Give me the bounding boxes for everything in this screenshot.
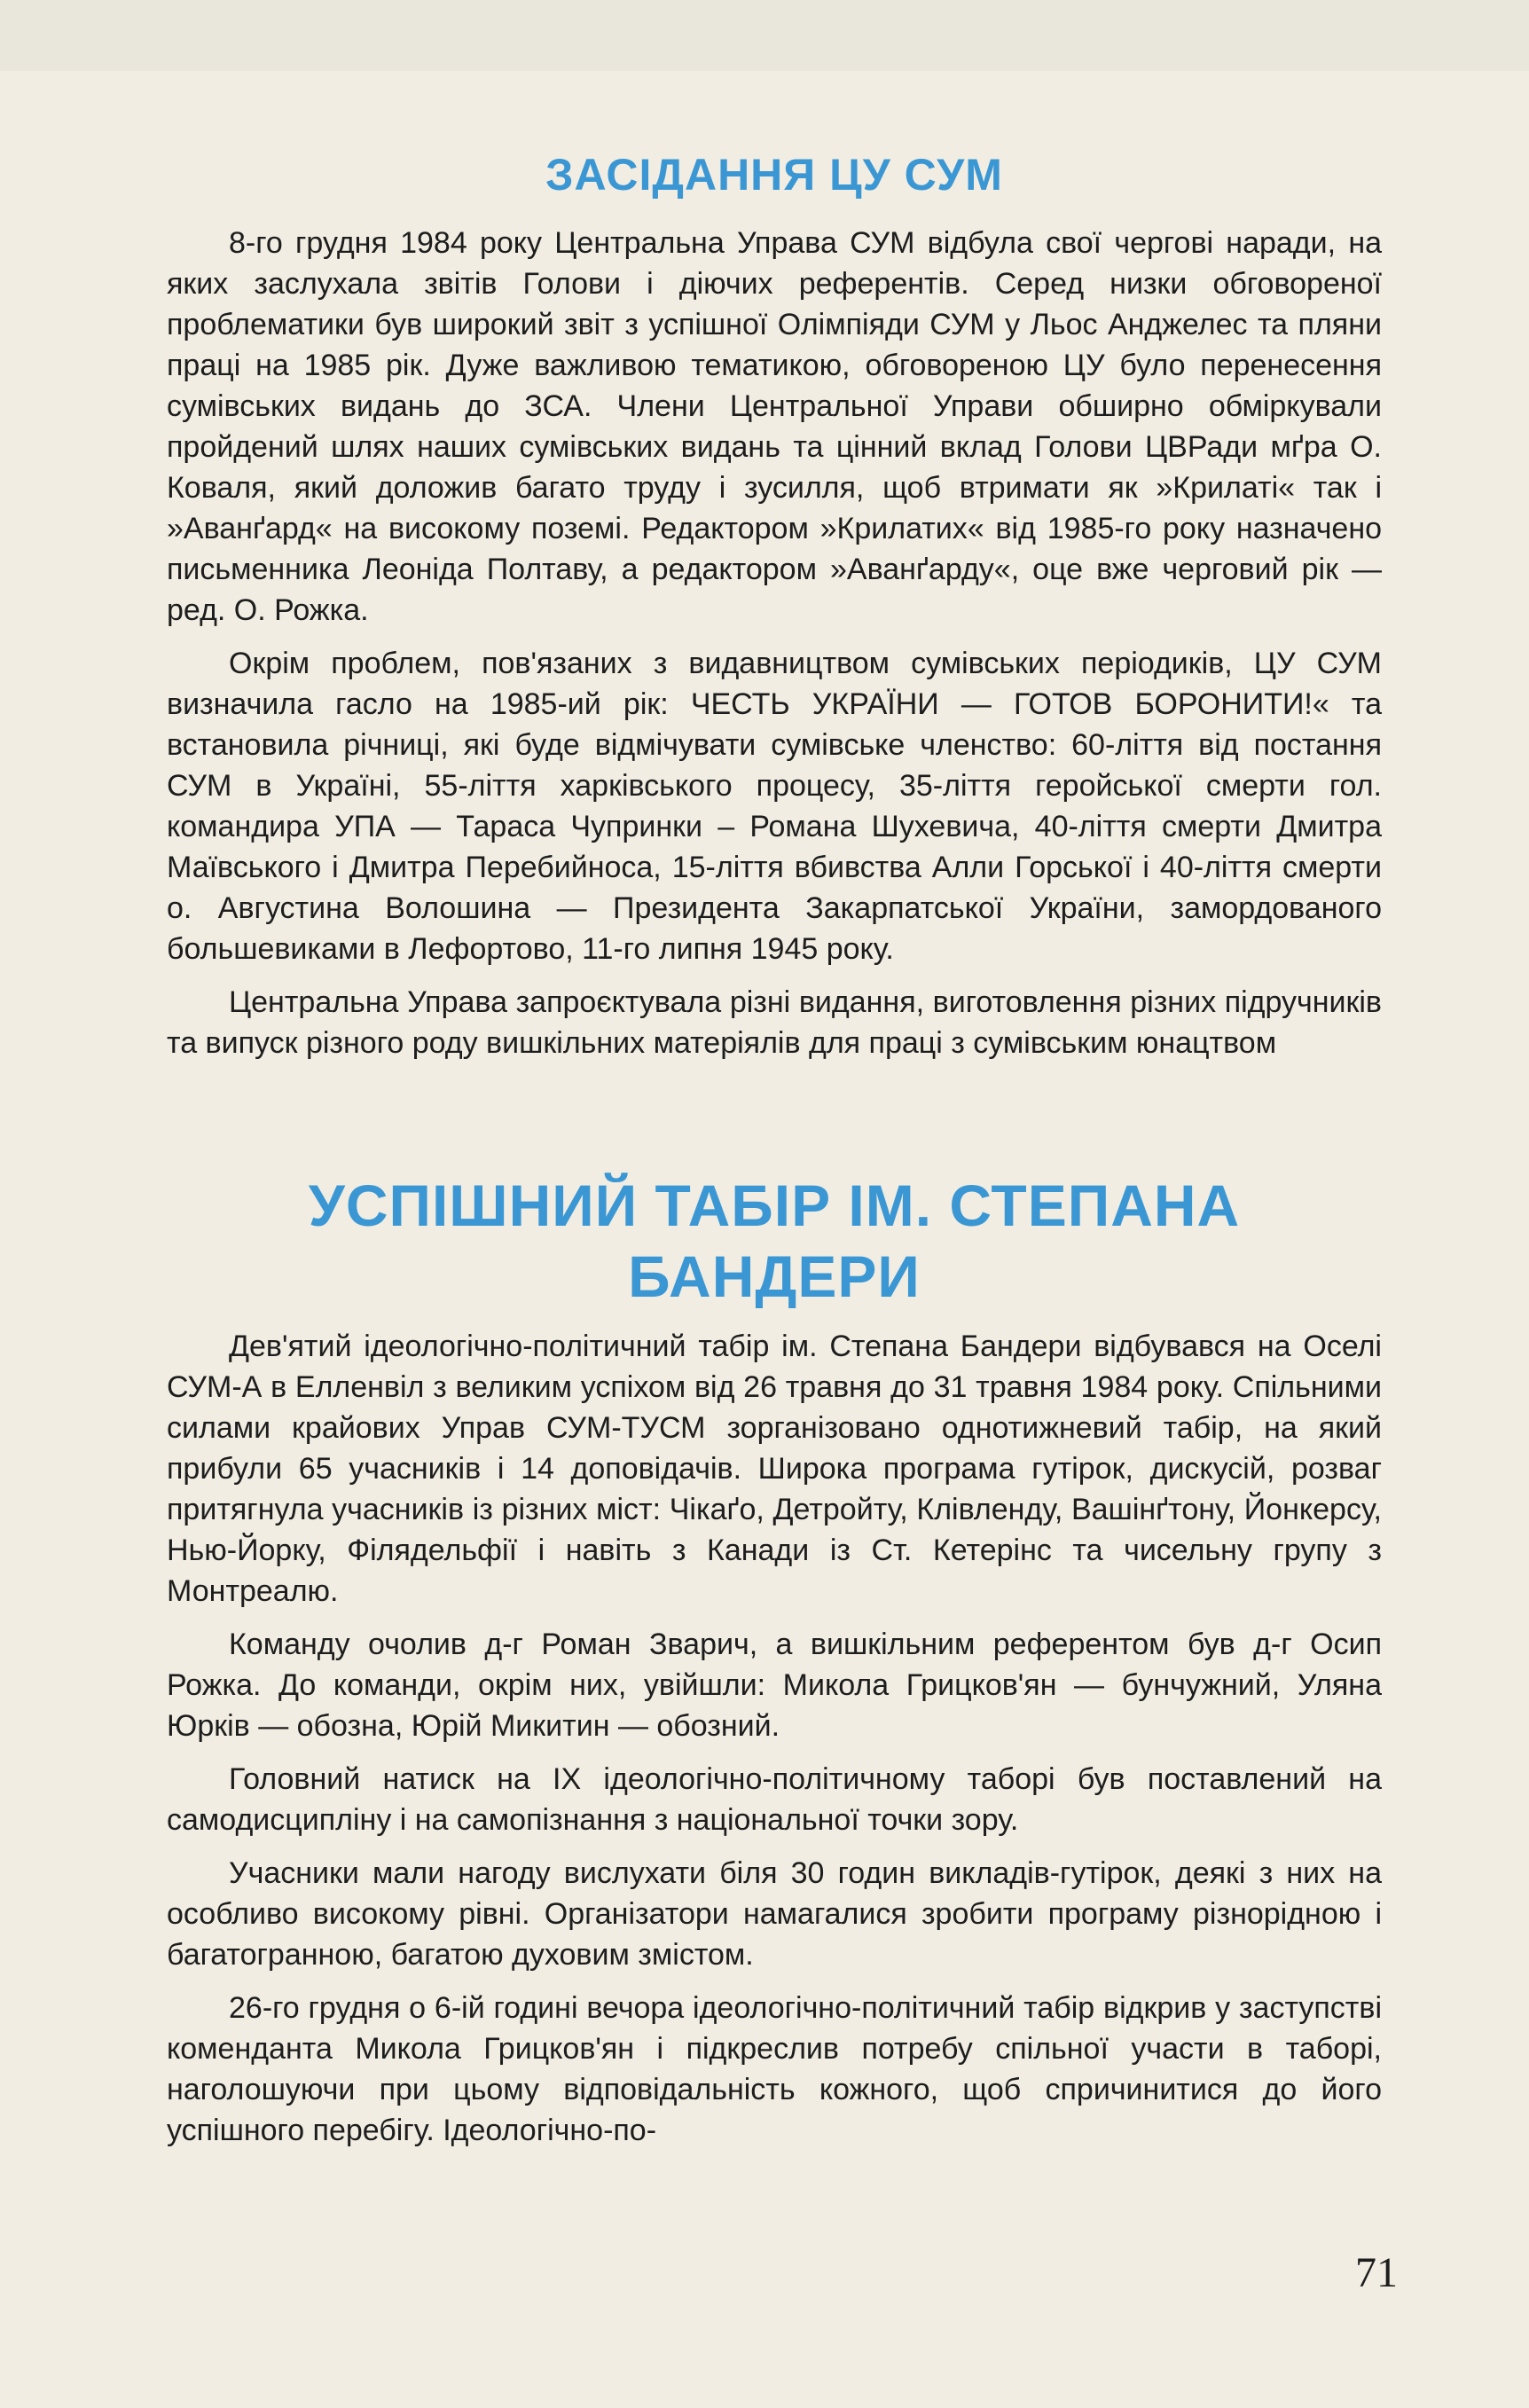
paragraph: Окрім проблем, пов'язаних з видавництвом сумівських періодиків, ЦУ СУМ визначила гасло на 1985-ий рік: ЧЕСТЬ УКРАЇНИ — ГОТОВ БОРОНИТИ!« та встановила річниці, які буде відмічувати сумівське членство: 60-ліття від постання СУМ в Україні, 55-ліття харківського процесу, 35-ліття геройської смерти гол. командира УПА — Тараса Чупринки – Романа Шухевича, 40-ліття смерти Дмитра Маївського і Дмитра Перебийноса, 15-ліття вбивства Алли Горської і 40-ліття смерти о. Августина Волошина — Президента Закарпатської України, замордованого большевиками в Лефортово, 11-го липня 1945 року.: [167, 647, 1382, 966]
paragraph: Дев'ятий ідеологічно-політичний табір ім. Степана Бандери відбувався на Оселі СУМ-А в Елленвіл з великим успіхом від 26 травня до 31 травня 1984 року. Спільними силами крайових Управ СУМ-ТУСМ зорганізовано однотижневий табір, на який прибули 65 учасників і 14 доповідачів. Широка програма гутірок, дискусій, розваг притягнула учасників із різних міст: Чікаґо, Детройту, Клівленду, Вашінґтону, Йонкерсу, Нью-Йорку, Філядельфії і навіть з Канади із Ст. Кетерінс та чисельну групу з Монтреалю.: [167, 1329, 1382, 1608]
article-title: УСПІШНИЙ ТАБІР ІМ. СТЕПАНА БАНДЕРИ: [308, 1173, 1241, 1309]
paragraph: Учасники мали нагоду вислухати біля 30 годин викладів-гутірок, деякі з них на особливо високому рівні. Організатори намагалися зробити програму різнорідною і багатогранною, багатою духовим змістом.: [167, 1856, 1382, 1972]
paragraph: Центральна Управа запроєктувала різні видання, виготовлення різних підручників та випуск різного роду вишкільних матеріялів для праці з сумівським юнацтвом: [167, 985, 1382, 1060]
article-title: ЗАСІДАННЯ ЦУ СУМ: [545, 150, 1003, 200]
paragraph: 8-го грудня 1984 року Центральна Управа СУМ відбула свої чергові наради, на яких заслухала звітів Голови і діючих референтів. Серед низки обговореної проблематики був широкий звіт з успішної Олімпіяди СУМ у Льос Анджелес та пляни праці на 1985 рік. Дуже важливою тематикою, обговореною ЦУ було перенесення сумівських видань до ЗСА. Члени Центральної Управи обширно обміркували пройдений шлях наших сумівських видань та цінний вклад Голови ЦВРади мґра О. Коваля, який доложив багато труду і зусилля, щоб втримати як »Крилаті« так і »Аванґард« на високому поземі. Редактором »Крилатих« від 1985-го року назначено письменника Леоніда Полтаву, а редактором »Аванґарду«, оце вже черговий рік — ред. О. Рожка.: [167, 226, 1382, 627]
paragraph: Головний натиск на IX ідеологічно-політичному таборі був поставлений на самодисципліну і на самопізнання з національної точки зору.: [167, 1762, 1382, 1837]
paragraph: 26-го грудня о 6-ій годині вечора ідеологічно-політичний табір відкрив у заступстві коменданта Микола Грицков'ян і підкреслив потребу спільної участи в таборі, наголошуючи при цьому відповідальність кожного, щоб спричинитися до його успішного перебігу. Ідеологічно-по-: [167, 1991, 1382, 2147]
article-cu-sum-meeting: [167, 146, 1382, 1063]
page-content: [167, 146, 1382, 2163]
article-bandera-camp: [167, 1170, 1382, 2151]
page-top-band: [0, 0, 1529, 71]
paragraph: Команду очолив д-г Роман Зварич, а вишкільним референтом був д-г Осип Рожка. До команди, окрім них, увійшли: Микола Грицков'ян — бунчужний, Уляна Юрків — обозна, Юрій Микитин — обозний.: [167, 1628, 1382, 1743]
page-number: 71: [1355, 2249, 1398, 2296]
